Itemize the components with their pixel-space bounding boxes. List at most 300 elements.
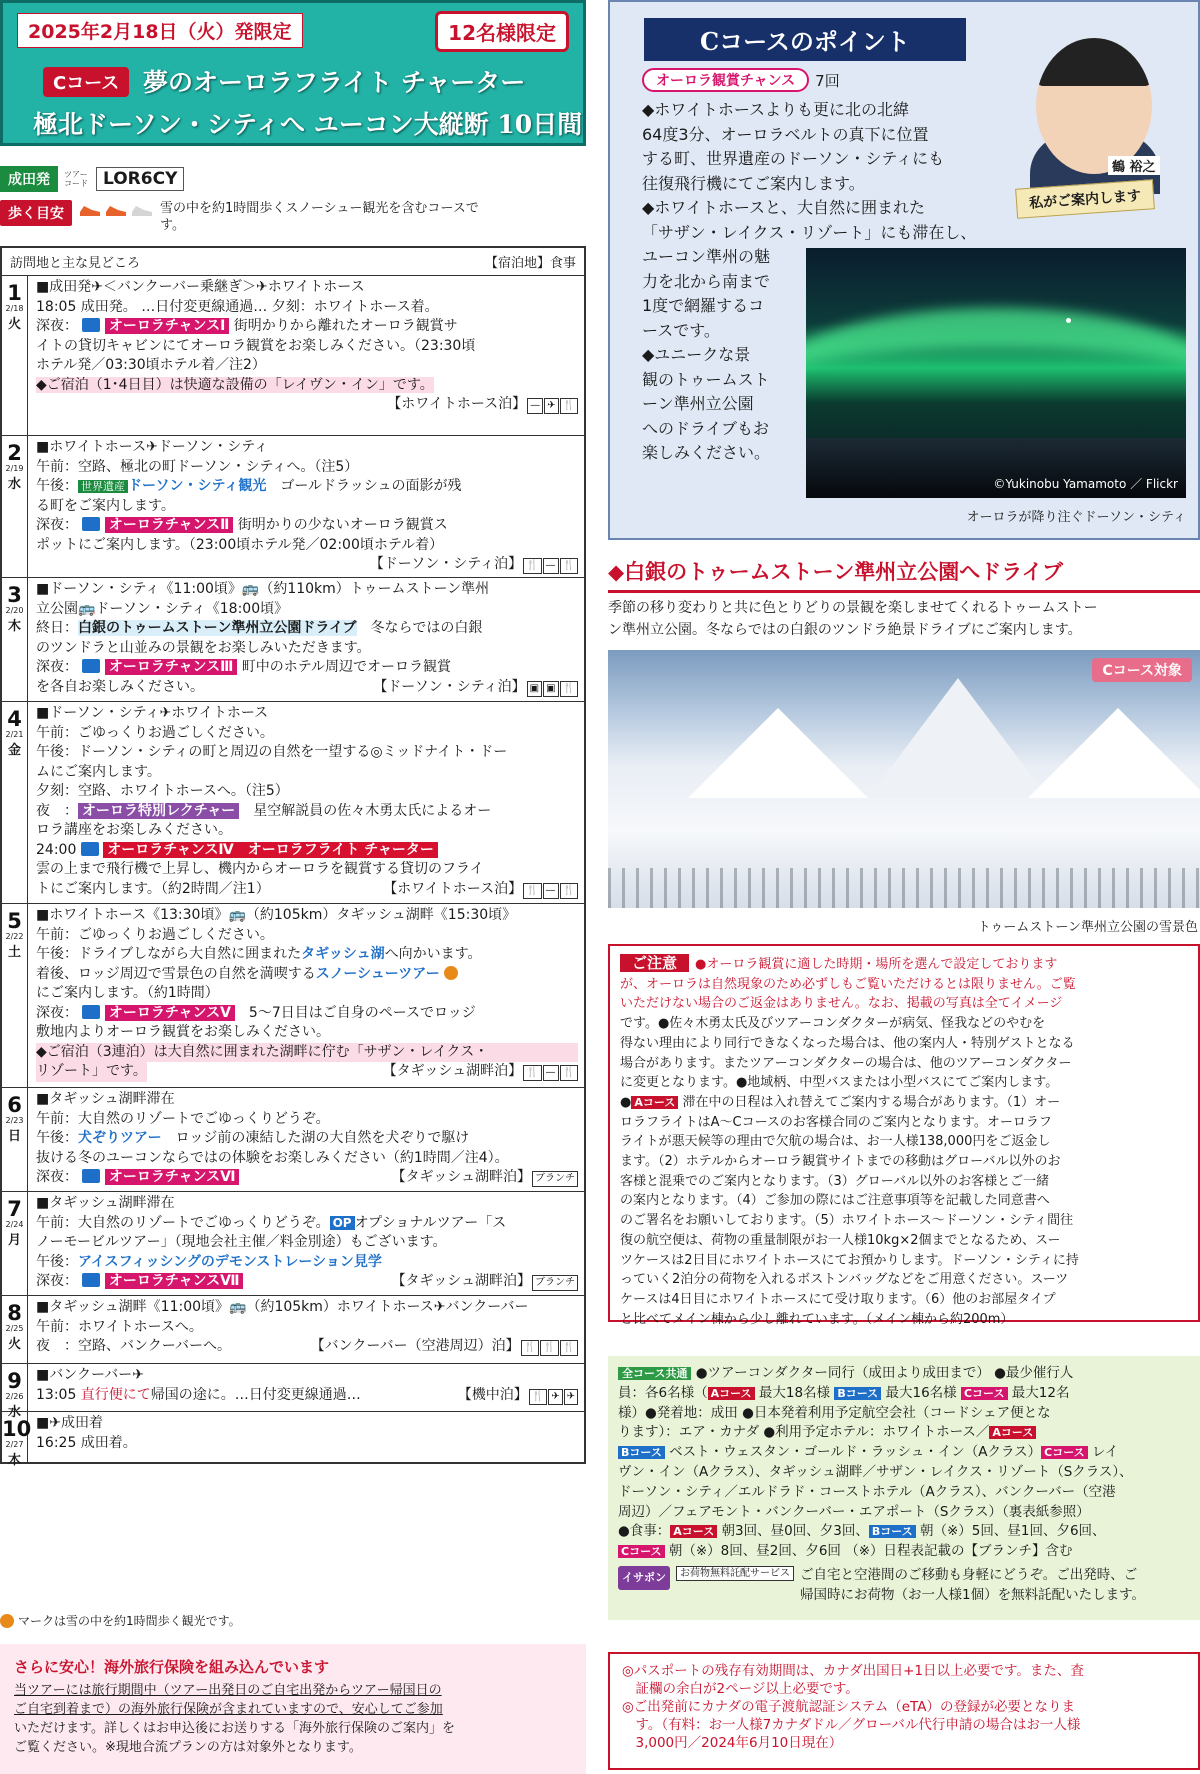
day-date: 2/23 [5,1116,24,1125]
snowshoe-icon [444,966,458,980]
day-line [36,1386,578,1406]
day-text: 星空解説員の佐々木勇太氏によるオー [239,802,492,819]
day-row [2,276,584,436]
aurora-chance-badge: オーロラチャンスⅠ [105,318,229,334]
day-line [36,1214,578,1234]
day-number: 1 [7,281,22,305]
day-weekday: 金 [7,743,21,758]
day-line: 午前：大自然のリゾートでごゆっくりどうぞ。 [36,1110,330,1127]
day-line: ポットにご案内します。（23:00頃ホテル発／02:00頃ホテル着） [36,536,444,553]
day-line: 夕刻：空路、ホワイトホースへ。（注5） [36,783,289,799]
day-weekday: 日 [7,1129,21,1144]
day-line: ロラ講座をお楽しみください。 [36,822,232,838]
day-weekday: 水 [7,477,21,492]
day-date: 2/26 [5,1392,24,1401]
insurance-line: いただけます。詳しくはお申込後にお送りする「海外旅行保険のご案内」を [14,1721,455,1736]
caution-label: ご注意 [620,954,689,972]
stay-place: 【タギッシュ湖畔泊】 [382,1063,523,1079]
day-line: ムにご案内します。 [36,763,161,780]
points-title: Cコースのポイント [644,18,966,61]
shoe-icon [104,202,128,218]
day-body [28,276,584,435]
highlight-text: 白銀のトゥームストーン準州立公園ドライブ [78,620,357,636]
limit-badge: 12名様限定 [435,11,569,52]
day-text: 夜 ：空路、バンクーバーへ。 [36,1338,232,1354]
caution-line: のご署名をお願いしております。（5）ホワイトホース～ドーソン・シティ間往 [620,1213,1074,1229]
common-line [618,1384,1190,1404]
day-cell [2,702,28,903]
caution-text: です。●佐々木勇太氏及びツアーコンダクターが病気、怪我などのやむを [620,1016,1046,1032]
luggage-text [800,1566,1145,1606]
flag-icon [82,1169,100,1183]
highlight-text: アイスフィッシングのデモンストレーション見学 [78,1253,382,1270]
day-line [36,516,578,536]
aurora-glow [806,308,1186,458]
drive-desc: ン準州立公園。冬ならではの白銀のツンドラ絶景ドライブにご案内します。 [608,622,1082,638]
tree-line [608,868,1200,908]
caution-text: 滞在中の日程は入れ替えてご案内する場合があります。（1）オー [682,1094,1061,1110]
aurora-caption: オーロラが降り注ぐドーソン・シティ [966,510,1186,525]
common-text: 最大12名 [1011,1384,1070,1401]
meal-plane-icon: ✈ [544,398,558,414]
flag-icon [82,517,100,531]
aurora-chance-badge: オーロラチャンスⅦ [105,1273,244,1289]
day-weekday: 土 [7,945,21,960]
day-body [28,1412,584,1462]
caution-line [620,1014,1188,1034]
caution-line: ライトが悪天候等の理由で欠航の場合は、お一人様138,000円をご返金し [620,1134,1051,1150]
snow-caption: トゥームストーン準州立公園の雪景色 [977,920,1198,935]
meal-fork-icon: 🍴 [523,883,541,899]
day-line: 立公園🚌ドーソン・シティ《18:00頃》 [36,600,289,617]
day-row [2,1192,584,1296]
caution-line: の案内となります。（4）ご参加の際にはご注意事項等を記載した同意書へ [620,1193,1050,1209]
day-text: 町中のホテル周辺でオーロラ観賞 [237,659,452,675]
day-date: 2/20 [5,606,24,615]
time-label: 終日： [36,620,78,636]
day-line: る町をご案内します。 [36,497,175,514]
stay-place: 【バンクーバー（空港周辺）泊】 [310,1338,520,1354]
stay-place: 【ホワイトホース泊】 [383,880,523,897]
day-body [28,1296,584,1363]
caution-line: ロラフライトはA～Cコースのお客様合同のご案内となります。オーロラフ [620,1114,1052,1130]
day-line: ノーモービルツアー」（現地会社主催／料金別途）もございます。 [36,1234,447,1250]
day-weekday: 月 [7,1233,21,1248]
tour-code: LOR6CY [96,167,184,191]
day-row [2,578,584,702]
b-course-badge: Bコース [869,1525,916,1538]
meal-fork-icon: 🍴 [521,1340,539,1356]
brunch-badge: ブランチ [532,1171,578,1187]
time-label: 深夜： [36,318,78,334]
shoe-rating [78,202,154,218]
day-weekday: 木 [7,1453,21,1468]
day-line: イトの貸切キャビンにてオーロラ観賞をお楽しみください。（23:30頃 [36,337,476,354]
caution-line: ます。（2）ホテルからオーロラ観賞サイトまでの移動はグローバル以外のお [620,1154,1061,1170]
point-line: する町、世界遺産のドーソン・シティにも [642,149,945,168]
meal-fork-icon: 🍴 [560,1340,578,1356]
common-line [618,1364,1190,1384]
day-line: ■✈成田着 [36,1415,103,1431]
meal-none-icon: — [543,558,559,574]
time-label: 深夜： [36,1273,78,1289]
common-text: 最大16名様 [885,1384,961,1401]
day-line: 午前：ごゆっくりお過ごしください。 [36,724,274,741]
course-title-2: 極北ドーソン・シティへ ユーコン大縦断 10日間 [33,110,583,139]
day-line [36,945,578,965]
point-line: 「サザン・レイクス・リゾート」にも滞在し、 [642,222,977,242]
day-stay [36,555,578,575]
walk-note: 雪の中を約1時間歩くスノーシュー観光を含むコースです。 [160,201,479,233]
day-line: ■バンクーバー✈ [36,1367,144,1383]
aurora-chance-badge: オーロラチャンスⅣ オーロラフライト チャーター [103,842,438,858]
mountain-shape [688,708,868,798]
day-row [2,1364,584,1420]
day-line [36,880,578,900]
time-label: 午後： [36,1130,78,1146]
walk-level [0,200,500,234]
stay-place: 【タギッシュ湖畔泊】 [391,1273,531,1289]
meal-fork-icon: 🍴 [560,681,578,697]
day-line [36,1004,578,1024]
day-line: ■タギッシュ湖畔滞在 [36,1195,175,1211]
day-line: ■タギッシュ湖畔滞在 [36,1091,175,1107]
a-course-badge: Aコース [670,1525,717,1538]
day-body [28,702,584,903]
day-number: 9 [7,1369,22,1393]
day-line: ■タギッシュ湖畔《11:00頃》🚌（約105km）ホワイトホース✈バンクーバー [36,1299,529,1315]
chance-label: オーロラ観賞チャンス [642,68,809,92]
day-line [36,678,578,698]
day-number: 2 [7,441,22,465]
guide-ribbon: 私がご案内します [1015,179,1155,219]
day-date: 2/21 [5,730,24,739]
day-line: 午前：空路、極北の町ドーソン・シティへ。（注5） [36,458,359,475]
common-text: レイ [1091,1444,1119,1461]
stay-place: 【タギッシュ湖畔泊】 [391,1169,531,1185]
day-line [36,1272,578,1292]
drive-section [608,556,1200,641]
day-text: オプショナルツアー「ス [354,1214,507,1231]
passport-line: ◎パスポートの残存有効期間は、カナダ出国日+1日以上必要です。また、査 [622,1663,1084,1679]
meal-fork-icon: 🍴 [560,883,578,899]
itinerary-header [2,248,584,276]
hotel-note: ◆ご宿泊（1･4日目）は快適な設備の「レイヴン・イン」です。 [36,376,434,393]
day-number: 3 [7,583,22,607]
day-line: ■ドーソン・シティ《11:00頃》🚌（約110km）トゥームストーン準州 [36,581,490,597]
common-line: ヴン・イン（Aクラス）、タギッシュ湖畔／サザン・レイクス・リゾート（Sクラス）、 [618,1463,1133,1480]
day-line: ■ホワイトホース✈ドーソン・シティ [36,439,269,455]
common-text: 朝（※）8回、昼2回、夕6回 （※）日程表記載の【ブランチ】含む [668,1543,1073,1560]
day-text: 午前：大自然のリゾートでごゆっくりどうぞ。 [36,1214,330,1231]
snowshoe-note [0,1612,241,1629]
drive-title: ◆白銀のトゥームストーン準州立公園へドライブ [608,556,1200,593]
course-title-1: 夢のオーロラフライト チャーター [143,68,526,97]
direct-flight-text: 直行便にて [80,1386,151,1403]
highlight-text: ドーソン・シティ観光 [128,478,267,494]
day-line: ■ホワイトホース《13:30頃》🚌（約105km）タギッシュ湖畔《15:30頃》 [36,907,517,923]
day-text [36,1272,243,1292]
insurance-line: ご覧ください。※現地合流プランの方は対象外となります。 [14,1740,362,1755]
guide-name: 鶴 裕之 [1108,156,1160,175]
day-number: 8 [7,1301,22,1325]
meal-plane-icon: ✈ [548,1389,562,1405]
point-line: ユーコン準州の魅 [642,247,771,266]
optional-tour-badge: OP [330,1216,355,1230]
common-info-box [608,1356,1200,1620]
flag-icon [82,1005,100,1019]
meal-fork-icon: 🍴 [540,1340,558,1356]
mountain-shape [1028,708,1200,798]
day-text: ロッジ前の凍結した湖の大自然を犬ぞりで駆け [161,1130,470,1146]
day-line: にご案内します。（約1時間） [36,985,219,1001]
day-text: 午後：ドライブしながら大自然に囲まれた [36,946,302,962]
aurora-chance-badge: オーロラチャンスⅢ [105,659,237,675]
c-course-badge: Cコース [618,1545,665,1558]
day-number: 5 [7,909,22,933]
meal-fork-icon: 🍴 [523,1065,541,1081]
caution-line: っていく2泊分の荷物を入れるボストンバッグなどをご用意ください。スーツ [620,1272,1069,1288]
day-text: 街明かりから離れたオーロラ観賞サ [229,318,458,334]
shoe-icon [78,202,102,218]
day-line [36,1062,578,1082]
departure-info [0,166,184,192]
point-line: ーン準州立公園 [642,394,754,413]
common-line [618,1423,1190,1443]
insurance-box [0,1644,586,1774]
day-number: 10 [2,1417,32,1441]
aurora-chance-badge: オーロラチャンスⅥ [105,1169,240,1185]
time-label: 深夜： [36,1004,78,1021]
caution-text: ●オーロラ観賞に適した時期・場所を選んで設定しております [695,957,1058,972]
hotel-note: リゾート」です。 [36,1062,147,1082]
point-line: へのドライブもお [642,418,770,438]
day-cell [2,276,28,435]
photo-credit: ©Yukinobu Yamamoto ／ Flickr [993,477,1178,491]
passport-line: ◎ご出発前にカナダの電子渡航認証システム（eTA）の登録が必要となりま [622,1699,1075,1715]
day-line: 抜ける冬のユーコンならではの体験をお楽しみください（約1時間／注4）。 [36,1149,509,1166]
day-line [36,619,578,639]
day-line: のツンドラと山並みの景観をお楽しみいただきます。 [36,639,371,656]
day-text [36,1386,361,1406]
snow-landscape-photo [608,650,1200,908]
caution-line: 復の航空便は、荷物の重量制限がお一人様10kg×2個までとなるため、スー [620,1232,1061,1248]
day-cell [2,1192,28,1295]
c-course-badge: Cコース対象 [1092,658,1192,682]
day-cell [2,436,28,577]
common-line: 様）●発着地：成田 ●日本発着利用予定航空会社（コードシェア便とな [618,1404,1051,1421]
b-course-badge: Bコース [834,1387,881,1400]
day-line: 16:25 成田着。 [36,1434,137,1451]
guide-face [1036,38,1152,174]
insurance-line: ご自宅到着まで）の海外旅行保険が含まれていますので、安心してご参加 [14,1702,443,1717]
common-line: 周辺）／フェアモント・バンクーバー・エアポート（Sクラス）（裏表紙参照） [618,1503,1090,1520]
day-text [36,1168,239,1188]
c-course-badge: Cコース [961,1387,1008,1400]
day-number: 6 [7,1093,22,1117]
meal-fork-icon: 🍴 [523,558,541,574]
day-row [2,1296,584,1364]
flag-icon [82,1273,100,1287]
day-cell [2,1088,28,1191]
aurora-chance-badge: オーロラチャンスⅤ [105,1005,235,1021]
day-text: へ向かいます。 [384,946,482,962]
day-text: 帰国の途に。…日付変更線通過… [150,1386,361,1403]
world-heritage-badge: 世界遺産 [78,480,128,493]
walk-label: 歩く目安 [0,200,72,226]
itinerary-head-right: 【宿泊地】食事 [484,256,576,271]
lecture-badge: オーロラ特別レクチャー [78,803,239,819]
caution-line: 客様と混乗でのご案内となります。（3）グローバル以外のお客様とご一緒 [620,1173,1050,1189]
caution-line: ツケースは2日目にホワイトホースにてお預かりします。ドーソン・シティに持 [620,1252,1079,1268]
day-weekday: 水 [7,1405,21,1420]
day-line [36,841,578,861]
passport-line: 3,000円／2024年6月10日現在） [622,1735,843,1751]
meal-bento-icon: ▣ [543,681,558,697]
day-row [2,702,584,904]
snowshoe-note-text: マークは雪の中を約1時間歩く観光です。 [18,1614,241,1628]
caution-line: が、オーロラは自然現象のため必ずしもご覧いただけるとは限りません。ご覧 [620,976,1076,992]
time-label: 夜 ： [36,802,78,819]
day-line [36,1337,578,1357]
day-line: 午前：ごゆっくりお過ごしください。 [36,926,274,943]
luggage-service [618,1566,1190,1606]
day-line: 18:05 成田発。 …日付変更線通過… 夕刻：ホワイトホース着。 [36,298,439,315]
caution-line: ● Aコース 滞在中の日程は入れ替えてご案内する場合があります。（1）オー [620,1094,1061,1110]
common-text: 員：各6名様（ [618,1384,708,1401]
day-line: 雲の上まで飛行機で上昇し、機内からオーロラを観賞する貸切のフライ [36,861,484,877]
point-line: 楽しみください。 [642,443,771,462]
day-cell [2,1412,32,1468]
common-line [618,1443,1190,1463]
a-course-badge: Aコース [631,1096,678,1109]
chance-count: 7回 [815,71,840,90]
course-points-box [608,0,1200,540]
caution-line: ケースは4日目にホワイトホースにて受け取ります。（6）他のお部屋タイプ [620,1291,1056,1307]
insurance-line: 当ツアーには旅行期間中（ツアー出発日のご自宅出発からツアー帰国日の [14,1683,442,1698]
caution-line: と比べてメイン棟から少し離れています。（メイン棟から約200m） [620,1311,1014,1327]
common-text: 最大18名様 [758,1384,835,1401]
tour-code-label: ツアーコード [64,170,88,188]
point-line: ◆ホワイトホースと、大自然に囲まれた [642,198,926,217]
departure-from: 成田発 [0,166,58,192]
shoe-icon [130,202,154,218]
c-course-badge: Cコース [1041,1446,1088,1459]
day-row [2,1088,584,1192]
flag-icon [81,842,99,856]
day-row [2,1412,584,1468]
itinerary-head-left: 訪問地と主な見どころ [10,256,141,271]
stay-place: 【機中泊】 [457,1386,528,1403]
stay-place: 【ドーソン・シティ泊】 [369,556,523,572]
passport-line: 証欄の余白が2ページ以上必要です。 [622,1681,859,1697]
day-date: 2/27 [5,1440,24,1449]
meal-fork-icon: 🍴 [529,1389,547,1405]
highlight-text: タギッシュ湖 [301,946,385,962]
aurora-photo [806,248,1186,498]
day-text: 冬ならではの白銀 [356,620,483,636]
meal-fork-icon: 🍴 [560,1065,578,1081]
day-line [36,376,578,396]
meal-none-icon: — [543,1065,559,1081]
passport-line: す。（有料：お一人様7カナダドル／グローバル代行申請の場合はお一人様 [622,1717,1081,1733]
passport-note-box [608,1652,1200,1770]
day-text: 街明かりの少ないオーロラ観賞ス [233,517,448,533]
itinerary-table [0,246,586,1468]
meal-fork-icon: 🍴 [560,558,578,574]
day-text: ゴールドラッシュの面影が残 [266,478,462,494]
day-line: ホテル発／03:30頃ホテル着／注2） [36,357,266,373]
common-text: ります）：エア・カナダ ●利用予定ホテル：ホワイトホース／ [618,1424,990,1441]
star-dot [1066,318,1071,323]
meal-none-icon: — [527,398,543,414]
a-course-badge: Aコース [989,1426,1036,1439]
highlight-text: 犬ぞりツアー [78,1130,162,1146]
day-line: 敷地内よりオーロラ観賞をお楽しみください。 [36,1024,330,1040]
day-weekday: 木 [7,619,21,634]
day-line: ■成田発✈＜バンクーバー乗継ぎ＞✈ホワイトホース [36,279,365,295]
isapon-icon: イサポン [618,1566,670,1590]
caution-line: 得ない理由により同行できなくなった場合は、他の案内人・特別ゲストとなる [620,1035,1075,1051]
meal-bento-icon: ▣ [527,681,542,697]
time-label: 24:00 [36,841,81,858]
day-number: 7 [7,1197,22,1221]
day-body [28,1364,584,1411]
day-weekday: 火 [7,317,21,332]
day-body [28,578,584,701]
guide-hair [1036,38,1152,86]
common-text: 朝3回、昼0回、夕3回、 [721,1523,869,1540]
point-line: 64度3分、オーロラベルトの真下に位置 [642,124,929,144]
stay-place: 【ドーソン・シティ泊】 [373,678,526,695]
day-line: 午後：ドーソン・シティの町と周辺の自然を一望する◎ミッドナイト・ドー [36,744,508,760]
point-line: 観のトゥームスト [642,369,770,389]
common-line [618,1522,1190,1542]
day-body [28,436,584,577]
common-text: ベスト・ウェスタン・ゴールド・ラッシュ・イン（Aクラス） [669,1444,1042,1461]
day-line [36,477,578,497]
time-label: 午後： [36,1253,78,1270]
day-row [2,904,584,1088]
snowshoe-icon [0,1614,14,1628]
day-body [28,1192,584,1295]
common-line [618,1542,1190,1562]
mountain-shape [868,678,1048,798]
day-line [36,658,578,678]
point-line: 1度で網羅するコ [642,296,765,315]
day-line: ■ドーソン・シティ✈ホワイトホース [36,705,269,721]
caution-line [620,954,1188,975]
meal-none-icon: — [543,883,559,899]
meal-plane-icon: ✈ [564,1389,578,1405]
time-label: 深夜： [36,1169,78,1185]
day-line [36,965,578,985]
highlight-text: スノーシューツアー [315,965,440,982]
caution-box [608,944,1200,1327]
day-weekday: 火 [7,1337,21,1352]
day-line [36,802,578,822]
day-line: 午前：ホワイトホースへ。 [36,1318,203,1335]
luggage-line: ご自宅と空港間のご移動も身軽にどうぞ。ご出発時、ご [800,1566,1138,1583]
day-date: 2/24 [5,1220,24,1229]
day-line [36,317,578,337]
day-body [28,1088,584,1191]
time-label: 深夜： [36,517,78,533]
time-label: 13:05 [36,1386,81,1403]
point-line: ースです。 [642,320,720,340]
common-text: ●食事： [618,1523,671,1540]
day-text: トにご案内します。（約2時間／注1） [36,880,270,897]
